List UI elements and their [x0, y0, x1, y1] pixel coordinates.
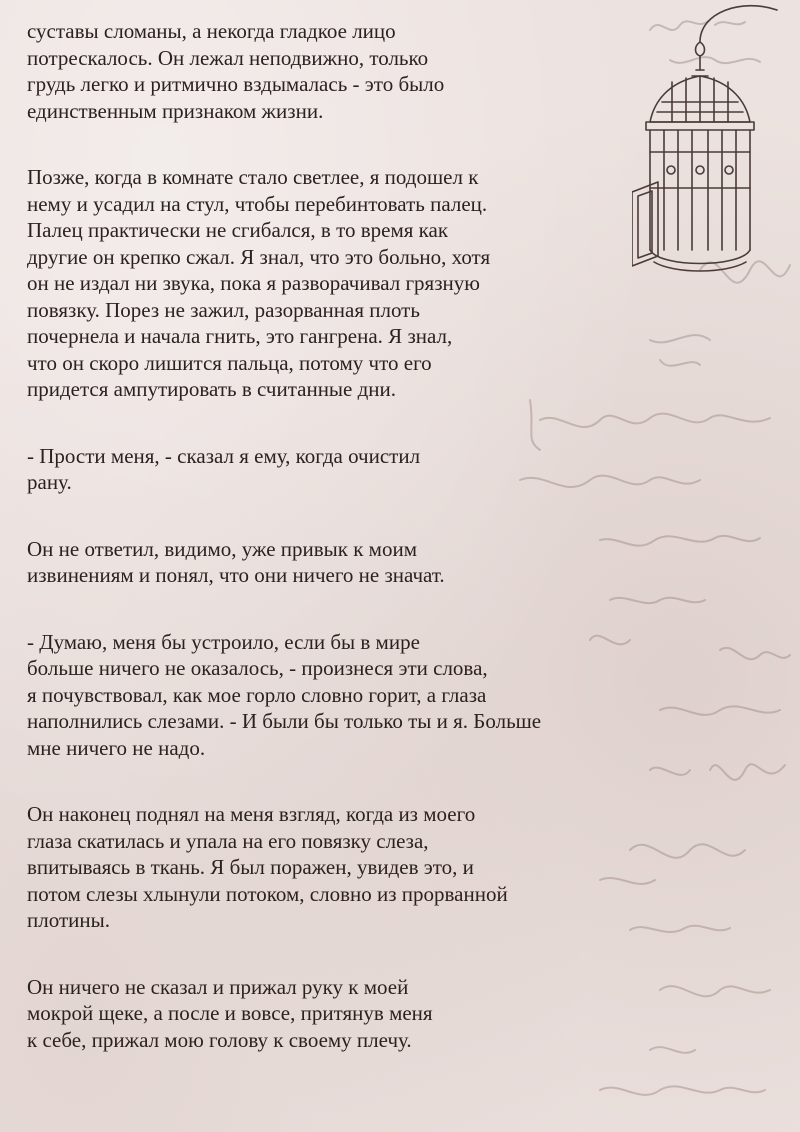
- birdcage-icon: [632, 2, 782, 292]
- text-line: Он не ответил, видимо, уже привык к моим: [27, 536, 417, 561]
- text-line: нему и усадил на стул, чтобы перебинтовать палец.: [27, 191, 488, 216]
- text-line: наполнились слезами. - И были бы только ты и я. Больше: [27, 709, 542, 733]
- text-line: мне ничего не надо.: [27, 735, 206, 760]
- text-line: суставы сломаны, а некогда гладкое лицо: [27, 19, 396, 43]
- story-text: [27, 18, 647, 1093]
- text-line: Он наконец поднял на меня взгляд, когда из моего: [27, 802, 476, 826]
- text-line: впитываясь в ткань. Я был поражен, увидев это, и: [27, 855, 474, 879]
- text-line: мокрой щеке, а после и вовсе, притянув меня: [27, 1001, 433, 1025]
- text-line: повязку. Порез не зажил, разорванная плоть: [27, 297, 420, 322]
- paragraph: [27, 974, 647, 1054]
- text-line: к себе, прижал мою голову к своему плечу.: [27, 1027, 412, 1052]
- paragraph: [27, 443, 647, 496]
- text-line: другие он крепко сжал. Я знал, что это больно, хотя: [27, 244, 491, 269]
- text-line: - Думаю, меня бы устроило, если бы в мире: [27, 629, 420, 654]
- text-line: Позже, когда в комнате стало светлее, я подошел к: [27, 165, 479, 189]
- text-line: плотины.: [27, 908, 110, 932]
- text-line: что он скоро лишится пальца, потому что его: [27, 350, 432, 375]
- text-line: потрескалось. Он лежал неподвижно, только: [27, 45, 429, 70]
- text-line: я почувствовал, как мое горло словно горит, а глаза: [27, 682, 487, 707]
- text-line: глаза скатилась и упала на его повязку слеза,: [27, 828, 429, 853]
- text-line: потом слезы хлынули потоком, словно из прорванной: [27, 881, 508, 906]
- text-line: Он ничего не сказал и прижал руку к моей: [27, 974, 409, 999]
- text-line: грудь легко и ритмично вздымалась - это было: [27, 72, 445, 96]
- text-line: почернела и начала гнить, это гангрена. Я знал,: [27, 324, 453, 348]
- paragraph: [27, 629, 647, 762]
- text-line: Палец практически не сгибался, в то время как: [27, 218, 449, 242]
- text-line: извинениям и понял, что они ничего не значат.: [27, 563, 445, 587]
- paragraph: [27, 18, 647, 124]
- text-line: он не издал ни звука, пока я разворачивал грязную: [27, 271, 480, 295]
- paragraph: [27, 164, 647, 403]
- text-line: - Прости меня, - сказал я ему, когда очистил: [27, 443, 421, 468]
- text-line: придется ампутировать в считанные дни.: [27, 377, 397, 401]
- text-line: единственным признаком жизни.: [27, 98, 324, 123]
- paragraph: [27, 536, 647, 589]
- text-line: больше ничего не оказалось, - произнеся эти слова,: [27, 656, 488, 680]
- paragraph: [27, 801, 647, 934]
- text-line: рану.: [27, 470, 72, 494]
